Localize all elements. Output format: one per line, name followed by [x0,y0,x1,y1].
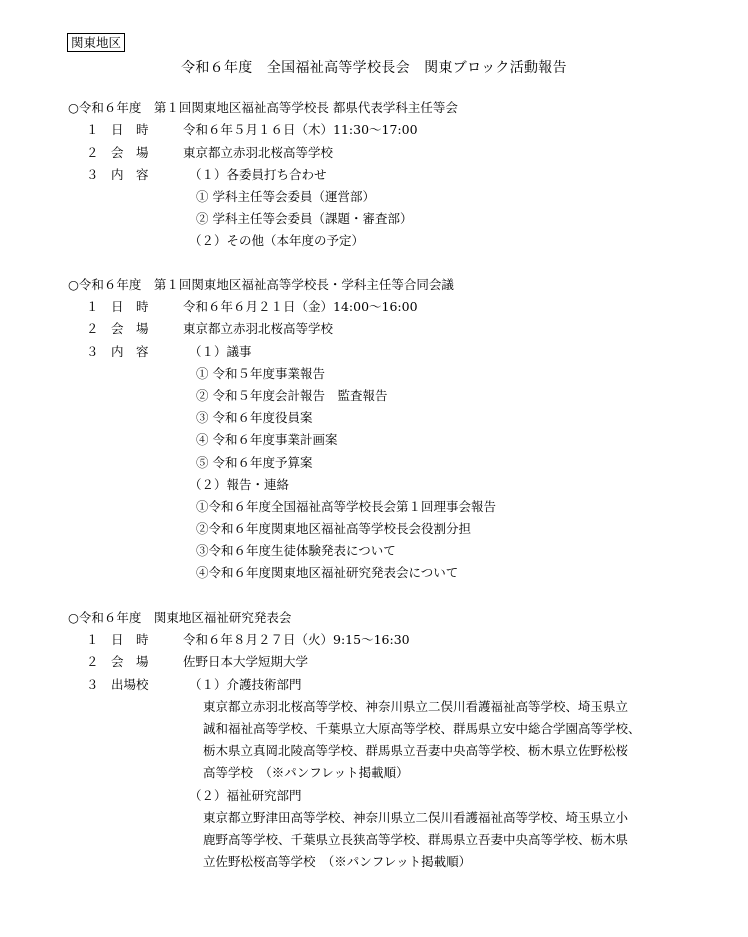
venue-value: 東京都立赤羽北桜高等学校 [183,145,334,160]
list-item: ① 令和５年度事業報告 [196,366,325,381]
date-value: 令和６年６月２１日（金）14:00〜16:00 [183,299,418,314]
section-heading: ○令和６年度 第１回関東地区福祉高等学校長・学科主任等合同会議 [68,277,454,292]
list-item: ⑤ 令和６年度予算案 [196,455,313,470]
section-heading: ○令和６年度 第１回関東地区福祉高等学校長 都県代表学科主任等会 [68,100,458,115]
school-list-line: 高等学校 （※パンフレット掲載順） [203,765,409,780]
list-item: ② 令和５年度会計報告 監査報告 [196,388,388,403]
page-title: 令和６年度 全国福祉高等学校長会 関東ブロック活動報告 [181,60,567,76]
list-item: ③令和６年度生徒体験発表について [196,543,396,558]
group-title: （２）その他（本年度の予定） [189,233,365,248]
region-label: 関東地区 [67,33,125,52]
date-value: 令和６年５月１６日（木）11:30〜17:00 [183,122,418,137]
venue-value: 東京都立赤羽北桜高等学校 [183,321,334,336]
list-item: ②令和６年度関東地区福祉高等学校長会役割分担 [196,521,472,536]
school-list-line: 鹿野高等学校、千葉県立長狭高等学校、群馬県立吾妻中央高等学校、栃木県 [203,832,629,847]
date-label: １ 日 時 [86,299,149,314]
venue-value: 佐野日本大学短期大学 [183,654,309,669]
group-title: （１）各委員打ち合わせ [189,167,327,182]
school-list-line: 誠和福祉高等学校、千葉県立大原高等学校、群馬県立安中総合学園高等学校、 [203,721,641,736]
group-title: （２）福祉研究部門 [189,788,302,803]
list-item: ② 学科主任等会委員（課題・審査部） [196,211,413,226]
group-title: （２）報告・連絡 [189,477,290,492]
group-title: （１）議事 [189,344,252,359]
school-list-line: 東京都立赤羽北桜高等学校、神奈川県立二俣川看護福祉高等学校、埼玉県立 [203,699,629,714]
date-label: １ 日 時 [86,122,149,137]
list-item: ①令和６年度全国福祉高等学校長会第１回理事会報告 [196,499,497,514]
content-label: ３ 内 容 [86,167,149,182]
venue-label: ２ 会 場 [86,654,149,669]
list-item: ④令和６年度関東地区福祉研究発表会について [196,565,459,580]
school-list-line: 栃木県立真岡北陵高等学校、群馬県立吾妻中央高等学校、栃木県立佐野松桜 [203,743,629,758]
list-item: ① 学科主任等会委員（運営部） [196,189,375,204]
content-label: ３ 出場校 [86,677,149,692]
venue-label: ２ 会 場 [86,145,149,160]
section-heading: ○令和６年度 関東地区福祉研究発表会 [68,610,292,625]
school-list-line: 東京都立野津田高等学校、神奈川県立二俣川看護福祉高等学校、埼玉県立小 [203,810,629,825]
group-title: （１）介護技術部門 [189,677,302,692]
school-list-line: 立佐野松桜高等学校 （※パンフレット掲載順） [203,854,472,869]
venue-label: ２ 会 場 [86,321,149,336]
date-value: 令和６年８月２７日（火）9:15〜16:30 [183,632,410,647]
date-label: １ 日 時 [86,632,149,647]
content-label: ３ 内 容 [86,344,149,359]
list-item: ④ 令和６年度事業計画案 [196,432,338,447]
list-item: ③ 令和６年度役員案 [196,410,313,425]
